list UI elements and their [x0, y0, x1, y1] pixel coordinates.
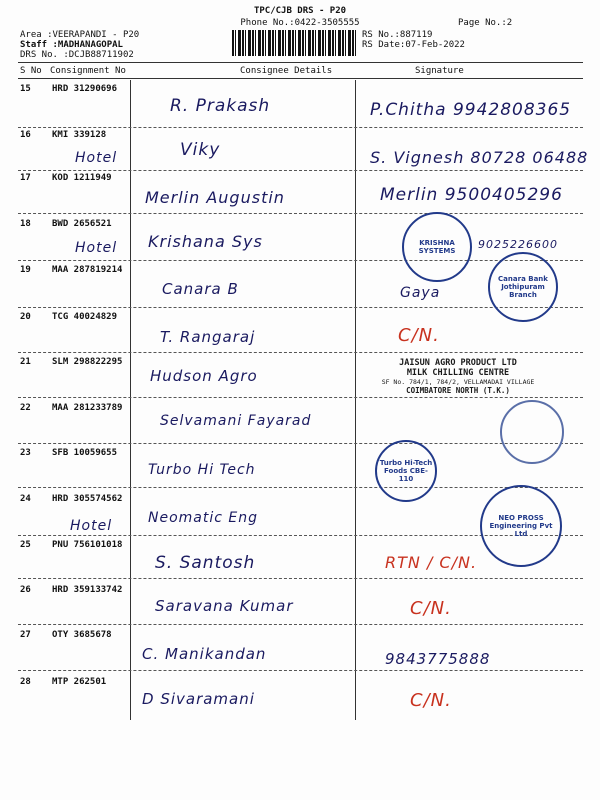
drs-number: DRS No. :DCJB88711902: [20, 50, 134, 60]
consignee-name: Saravana Kumar: [155, 597, 294, 615]
signature: C/N.: [410, 690, 452, 711]
row-separator: [18, 352, 583, 353]
signature: 9843775888: [385, 650, 491, 668]
rs-number: RS No.:887119: [362, 30, 433, 40]
row-sno: 17: [20, 173, 31, 183]
header-rule-bottom: [18, 78, 583, 79]
signature: Gaya: [400, 285, 441, 301]
signature: RTN / C/N.: [385, 553, 478, 572]
consignee-name: Hudson Agro: [150, 367, 258, 385]
row-sno: 21: [20, 357, 31, 367]
row-separator: [18, 170, 583, 171]
jaisun-line-2: MILK CHILLING CENTRE: [406, 368, 510, 378]
row-separator: [18, 487, 583, 488]
row-sno: 27: [20, 630, 31, 640]
consignment-no: KMI 339128: [52, 130, 107, 140]
area-label: Area :VEERAPANDI - P20: [20, 30, 140, 40]
signature: S. Vignesh 80728 06488: [370, 148, 589, 167]
signature: Merlin 9500405296: [380, 185, 563, 205]
consignment-no: HRD 359133742: [52, 585, 123, 595]
margin-note: Hotel: [70, 518, 113, 534]
consignee-name: T. Rangaraj: [160, 328, 256, 346]
consignment-no: HRD 305574562: [52, 494, 123, 504]
margin-note: Hotel: [75, 150, 118, 166]
consignment-no: TCG 40024829: [52, 312, 118, 322]
row-sno: 24: [20, 494, 31, 504]
row-separator: [18, 578, 583, 579]
row-sno: 15: [20, 84, 31, 94]
consignee-name: C. Manikandan: [142, 645, 267, 663]
row-sno: 20: [20, 312, 31, 322]
row-separator: [18, 397, 583, 398]
signature: C/N.: [410, 598, 452, 619]
consignment-no: MTP 262501: [52, 677, 107, 687]
canara-branch-label: Branch: [509, 291, 537, 299]
row-separator: [18, 443, 583, 444]
row-separator: [18, 670, 583, 671]
consignee-name: D Sivaramani: [142, 690, 255, 708]
consignment-no: PNU 756101018: [52, 540, 123, 550]
jaisun-line-4: COIMBATORE NORTH (T.K.): [406, 386, 510, 395]
row-separator: [18, 624, 583, 625]
row-sno: 22: [20, 403, 31, 413]
row-separator: [18, 127, 583, 128]
header-rule-top: [18, 62, 583, 63]
col-sno: S No: [20, 66, 42, 76]
margin-note: Hotel: [75, 240, 118, 256]
signature: P.Chitha 9942808365: [370, 100, 572, 120]
canara-branch-name: Jothipuram: [501, 283, 545, 291]
row-separator: [18, 213, 583, 214]
consignee-name: Canara B: [162, 280, 239, 298]
jaisun-line-3: SF No. 784/1, 784/2, VELLAMADAI VILLAGE: [381, 378, 535, 386]
signature: 9025226600: [478, 238, 558, 251]
turbo-hitech-stamp: Turbo Hi-Tech Foods CBE-110: [375, 440, 437, 502]
consignee-name: Selvamani Fayarad: [160, 413, 312, 429]
consignment-no: SFB 10059655: [52, 448, 118, 458]
signature: C/N.: [398, 325, 440, 346]
consignee-name: R. Prakash: [170, 96, 271, 116]
col-consignment: Consignment No: [50, 66, 126, 76]
col-signature: Signature: [415, 66, 464, 76]
krishna-systems-stamp: KRISHNA SYSTEMS: [402, 212, 472, 282]
row-sno: 28: [20, 677, 31, 687]
consignment-no: MAA 287819214: [52, 265, 123, 275]
col-consignee: Consignee Details: [240, 66, 333, 76]
consignee-name: Neomatic Eng: [148, 510, 258, 526]
jaisun-line-1: JAISUN AGRO PRODUCT LTD: [399, 358, 517, 368]
consignment-no: BWD 2656521: [52, 219, 112, 229]
consignee-name: Krishana Sys: [148, 232, 263, 251]
phone-number: Phone No.:0422-3505555: [240, 18, 360, 28]
row-sno: 16: [20, 130, 31, 140]
row-sno: 18: [20, 219, 31, 229]
consignment-no: SLM 298822295: [52, 357, 123, 367]
jaisun-stamp: [358, 358, 558, 395]
row-sno: 25: [20, 540, 31, 550]
neopross-stamp: NEO PROSS Engineering Pvt Ltd: [480, 485, 562, 567]
row-sno: 19: [20, 265, 31, 275]
rs-date: RS Date:07-Feb-2022: [362, 40, 465, 50]
drs-title: TPC/CJB DRS - P20: [253, 6, 347, 16]
canara-bank-stamp: [488, 252, 558, 322]
consignment-no: MAA 281233789: [52, 403, 123, 413]
consignee-name: S. Santosh: [155, 553, 256, 573]
consignment-no: KOD 1211949: [52, 173, 112, 183]
consignee-name: Turbo Hi Tech: [148, 462, 256, 478]
consignment-no: OTY 3685678: [52, 630, 112, 640]
staff-label: Staff :MADHANAGOPAL: [20, 40, 123, 50]
page-number: Page No.:2: [458, 18, 513, 28]
canara-bank-name: Canara Bank: [498, 275, 548, 283]
row-sno: 23: [20, 448, 31, 458]
consignee-name: Merlin Augustin: [145, 188, 285, 207]
row-sno: 26: [20, 585, 31, 595]
consignment-no: HRD 31290696: [52, 84, 118, 94]
consignee-name: Viky: [180, 140, 221, 160]
barcode: [232, 30, 356, 56]
round-stamp: [500, 400, 564, 464]
